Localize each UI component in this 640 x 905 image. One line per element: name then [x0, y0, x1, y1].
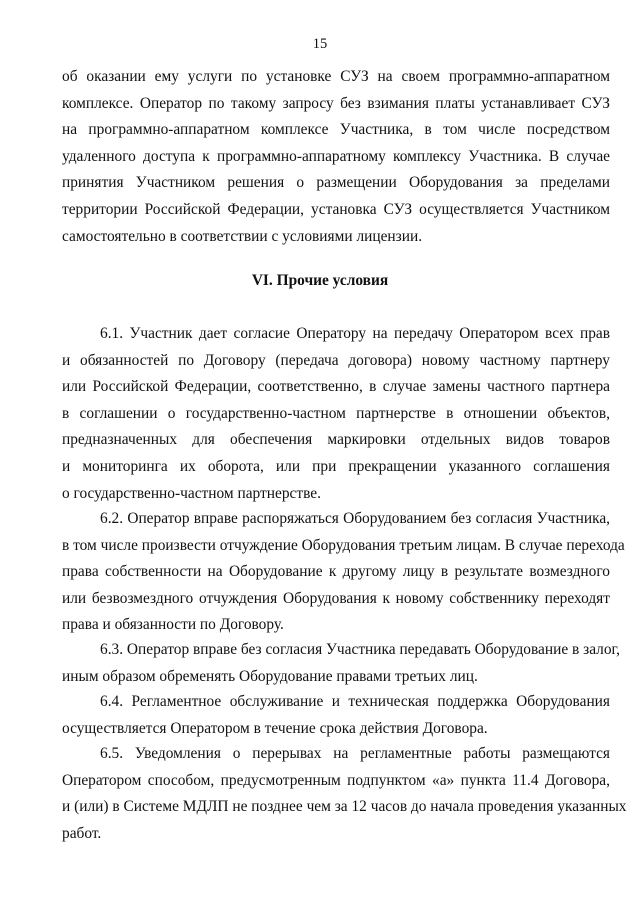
text-line: о государственно-частном партнерстве. [62, 484, 321, 502]
paragraph-6-3 [62, 637, 620, 690]
text-line: в том числе произвести отчуждение Оборудования третьим лицам. В случае перехода [62, 536, 625, 554]
text-line: осуществляется Оператором в течение срока действия Договора. [62, 719, 488, 737]
text-line: удаленного доступа к программно-аппаратному комплексу Участника. В случае [62, 147, 610, 165]
text-line: принятия Участником решения о размещении Оборудования за пределами [62, 174, 610, 192]
text-line: комплексе. Оператор по такому запросу без взимания платы устанавливает СУЗ [62, 94, 610, 112]
paragraph-6-4 [62, 689, 610, 742]
text-line: 6.5. Уведомления о перерывах на регламентные работы размещаются [100, 745, 610, 762]
intro-paragraph [62, 64, 610, 250]
section-heading: VI. Прочие условия [251, 272, 389, 289]
text-line: и обязанностей по Договору (передача договора) новому частному партнеру [62, 351, 610, 369]
text-line: территории Российской Федерации, установка СУЗ осуществляется Участником [62, 200, 610, 218]
text-line: и (или) в Системе МДЛП не позднее чем за 12 часов до начала проведения указанных [62, 798, 627, 816]
text-line: 6.1. Участник дает согласие Оператору на передачу Оператором всех прав [100, 325, 610, 342]
text-line: или Российской Федерации, соответственно, в случае замены частного партнера [62, 378, 610, 396]
text-line: 6.4. Регламентное обслуживание и техническая поддержка Оборудования [100, 693, 610, 710]
paragraph-6-1 [62, 321, 610, 507]
text-line: предназначенных для обеспечения маркировки отдельных видов товаров [62, 431, 610, 449]
text-line: права собственности на Оборудование к другому лицу в результате возмездного [62, 563, 610, 581]
text-line: права и обязанности по Договору. [62, 616, 284, 634]
text-line: Оператором способом, предусмотренным подпунктом «а» пункта 11.4 Договора, [62, 771, 610, 789]
text-line: 6.3. Оператор вправе без согласия Участника передавать Оборудование в залог, [100, 641, 620, 658]
text-line: в соглашении о государственно-частном партнерстве в отношении объектов, [62, 404, 610, 422]
text-line: самостоятельно в соответствии с условиями лицензии. [62, 227, 423, 245]
text-line: или безвозмездного отчуждения Оборудования к новому собственнику переходят [62, 589, 610, 607]
page-number: 15 [312, 36, 328, 52]
text-line: работ. [62, 824, 102, 842]
text-line: 6.2. Оператор вправе распоряжаться Оборудованием без согласия Участника, [100, 510, 610, 527]
text-line: и мониторинга их оборота, или при прекращении указанного соглашения [62, 457, 610, 475]
paragraph-6-5 [62, 741, 627, 847]
paragraph-6-2 [62, 506, 625, 639]
text-line: об оказании ему услуги по установке СУЗ на своем программно-аппаратном [62, 68, 610, 85]
text-line: иным образом обременять Оборудование правами третьих лиц. [62, 667, 478, 685]
text-line: на программно-аппаратном комплексе Участника, в том числе посредством [62, 121, 610, 139]
